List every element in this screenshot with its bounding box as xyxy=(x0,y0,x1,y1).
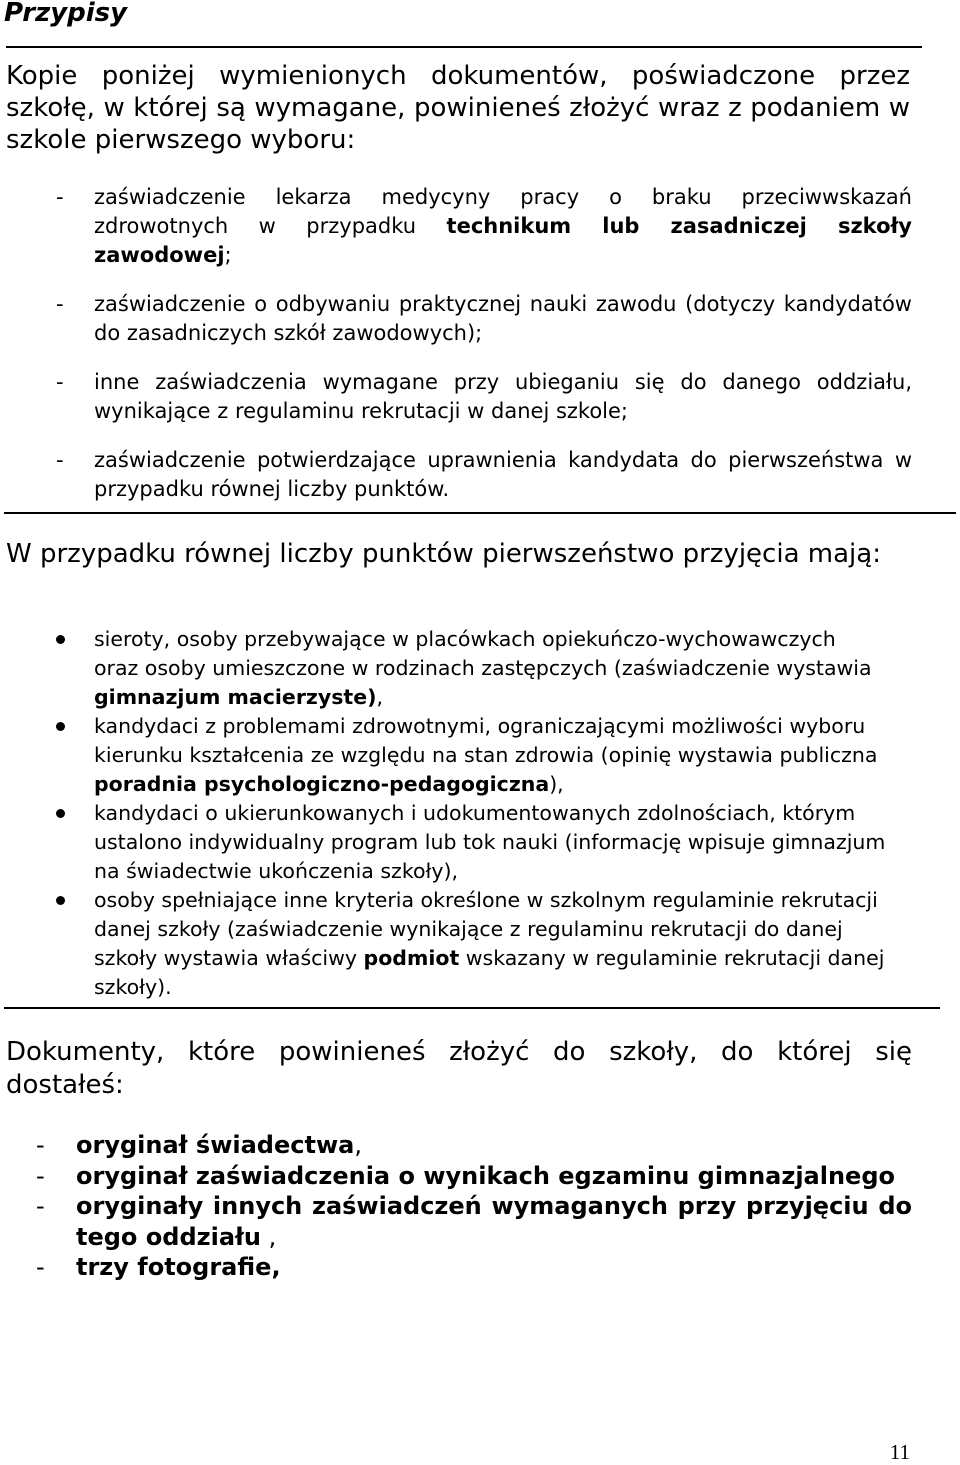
list-item xyxy=(56,712,886,799)
dash-marker: - xyxy=(56,292,64,316)
title-divider xyxy=(6,46,922,48)
item-text-end: wskazany w regulaminie rekrutacji danej szkoły). xyxy=(94,946,885,999)
list-item xyxy=(56,886,886,1002)
dash-marker: - xyxy=(36,1253,45,1281)
item-text: kandydaci o ukierunkowanych i udokumentowanych zdolnościach, którym ustalono indywidualny program lub tok nauki (informację wpisuje gimnazjum na świadectwie ukończenia szkoły), xyxy=(94,801,886,883)
list-item xyxy=(56,368,912,426)
dash-marker: - xyxy=(56,185,64,209)
list-item xyxy=(56,290,912,348)
documents-heading: Dokumenty, które powinieneś złożyć do szkoły, do której się dostałeś: xyxy=(6,1037,912,1100)
item-text: , xyxy=(354,1131,362,1159)
dash-marker: - xyxy=(36,1161,45,1190)
item-bold-text: poradnia psychologiczno-pedagogiczna xyxy=(94,772,550,796)
list-item xyxy=(56,183,912,270)
item-text: kandydaci z problemami zdrowotnymi, ograniczającymi możliwości wyboru kierunku kształcenia ze względu na stan zdrowia (opinię wystawia publiczna xyxy=(94,714,878,767)
bullet-icon xyxy=(56,896,65,905)
list-item xyxy=(56,799,886,886)
list-item xyxy=(36,1252,912,1283)
documents-list xyxy=(36,1130,912,1283)
required-docs-list xyxy=(56,183,912,524)
item-text: sieroty, osoby przebywające w placówkach opiekuńczo-wychowawczych oraz osoby umieszczone w rodzinach zastępczych (zaświadczenie wystawia xyxy=(94,627,872,680)
intro-paragraph: Kopie poniżej wymienionych dokumentów, poświadczone przez szkołę, w której są wymagane, powinieneś złożyć wraz z podaniem w szkole pierwszego wyboru: xyxy=(6,61,910,155)
item-text: , xyxy=(261,1222,277,1251)
section-divider xyxy=(4,1007,940,1009)
dash-marker: - xyxy=(36,1192,45,1220)
bullet-icon xyxy=(56,635,65,644)
item-bold-text: oryginał świadectwa xyxy=(76,1131,355,1159)
item-bold-text: oryginały innych zaświadczeń wymaganych przy przyjęciu do tego oddziału xyxy=(76,1192,912,1251)
page-title: Przypisy xyxy=(4,0,128,28)
dash-marker: - xyxy=(56,370,64,394)
item-text-end: , xyxy=(376,685,384,709)
bullet-icon xyxy=(56,809,65,818)
dash-marker: - xyxy=(56,448,64,472)
item-text: osoby spełniające inne kryteria określone w szkolnym regulaminie rekrutacji danej szkoły (zaświadczenie wynikające z regulaminu rekrutacji do danej szkoły wystawia właściwy xyxy=(94,888,878,970)
item-text: zaświadczenie potwierdzające uprawnienia kandydata do pierwszeństwa w przypadku równej liczby punktów. xyxy=(94,448,912,501)
section-divider xyxy=(4,512,956,514)
list-item xyxy=(36,1161,912,1192)
list-item xyxy=(56,446,912,504)
priority-heading: W przypadku równej liczby punktów pierwszeństwo przyjęcia mają: xyxy=(6,539,881,569)
page-number: 11 xyxy=(889,1440,910,1464)
dash-marker: - xyxy=(36,1131,45,1159)
item-text-end: ; xyxy=(224,243,232,267)
item-bold-text: podmiot xyxy=(363,946,460,970)
item-bold-text: oryginał zaświadczenia o wynikach egzaminu gimnazjalnego xyxy=(76,1161,895,1190)
list-item xyxy=(36,1191,912,1252)
list-item xyxy=(56,625,886,712)
priority-list xyxy=(56,625,886,1002)
item-bold-text: trzy fotografie, xyxy=(76,1253,281,1281)
item-bold-text: technikum lub zasadniczej szkoły zawodowej xyxy=(94,214,912,267)
item-bold-text: gimnazjum macierzyste) xyxy=(94,685,377,709)
list-item xyxy=(36,1130,912,1161)
item-text-end: ), xyxy=(549,772,564,796)
item-text: inne zaświadczenia wymagane przy ubieganiu się do danego oddziału, wynikające z regulaminu rekrutacji w danej szkole; xyxy=(94,370,912,423)
item-text: zaświadczenie o odbywaniu praktycznej nauki zawodu (dotyczy kandydatów do zasadniczych szkół zawodowych); xyxy=(94,292,912,345)
bullet-icon xyxy=(56,722,65,731)
item-text: zaświadczenie lekarza medycyny pracy o braku przeciwwskazań zdrowotnych w przypadku xyxy=(94,185,912,238)
